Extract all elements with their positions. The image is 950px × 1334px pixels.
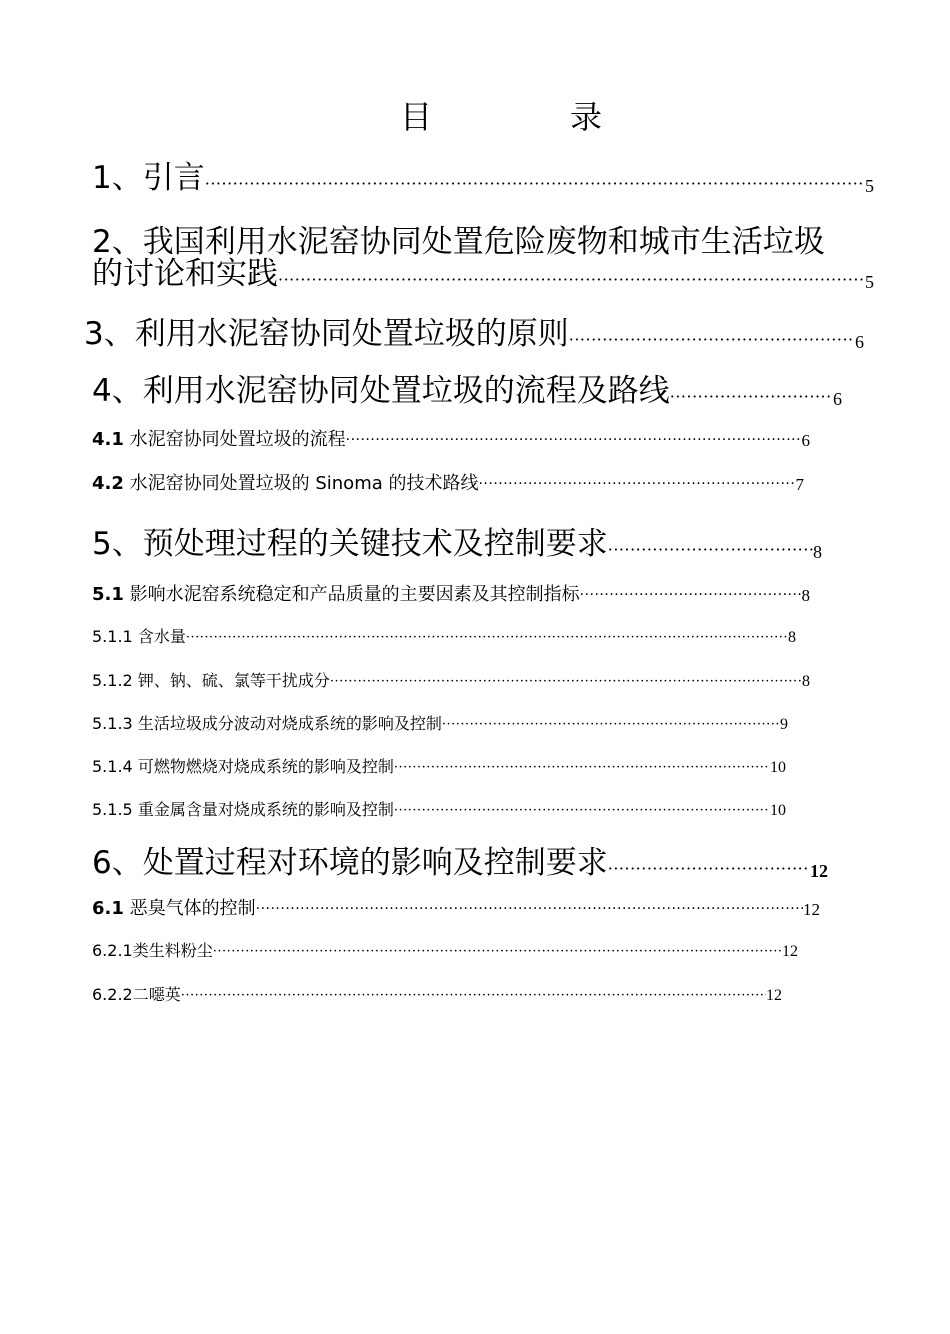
toc-entry-2-line2[interactable] [92,248,874,293]
toc-entry-text: 钾、钠、硫、氯等干扰成分 [137,671,330,690]
toc-entry-page: 5 [865,176,874,196]
leader-dots [442,718,780,731]
toc-entry-text: 二噁英 [132,985,181,1004]
leader-dots [608,542,813,558]
leader-dots [478,477,795,491]
leader-dots [205,176,865,192]
toc-entry-text-line1: 我国利用水泥窑协同处置危险废物和城市生活垃圾 [142,224,825,260]
leader-dots [186,631,788,644]
toc-entry-page: 5 [865,272,874,292]
toc-entry-4-1[interactable] [92,425,810,451]
toc-entry-page: 8 [788,629,796,646]
toc-entry-num: 5.1 [92,584,124,605]
toc-entry-text: 可燃物燃烧对烧成系统的影响及控制 [137,757,394,776]
toc-entry-text: 水泥窑协同处置垃圾的 Sinoma 的技术路线 [129,473,479,494]
toc-entry-num: 6.2.2 [92,985,133,1004]
toc-entry-num: 5.1.1 [92,627,133,646]
toc-entry-4[interactable] [92,365,842,410]
toc-entry-4-2[interactable] [92,469,804,495]
toc-entry-6-2-2[interactable] [92,982,782,1005]
toc-entry-text: 水泥窑协同处置垃圾的流程 [129,429,346,450]
toc-entry-num: 5.1.3 [92,714,133,733]
toc-entry-1[interactable] [92,152,874,197]
toc-entry-num: 6、 [92,845,143,881]
toc-entry-text: 影响水泥窑系统稳定和产品质量的主要因素及其控制指标 [129,584,580,605]
toc-entry-5-1-2[interactable] [92,668,810,691]
toc-entry-page: 12 [766,987,782,1004]
leader-dots [394,761,770,774]
toc-entry-page: 7 [795,475,804,494]
leader-dots [181,989,766,1002]
toc-entry-text: 引言 [142,160,205,196]
toc-entry-page: 12 [803,900,820,919]
toc-entry-num: 6.2.1 [92,941,133,960]
toc-entry-num: 3、 [84,316,135,352]
toc-entry-page: 8 [802,673,810,690]
toc-entry-6[interactable] [92,837,828,882]
toc-entry-page: 10 [770,759,786,776]
leader-dots [256,902,803,916]
leader-dots [394,804,770,817]
toc-entry-num: 2、 [92,224,143,260]
toc-entry-text: 重金属含量对烧成系统的影响及控制 [137,800,394,819]
toc-entry-3[interactable] [84,308,864,353]
toc-entry-page: 6 [855,332,864,352]
toc-entry-5-1-4[interactable] [92,754,786,777]
leader-dots [580,588,802,602]
toc-entry-text: 类生料粉尘 [132,941,213,960]
toc-entry-page: 6 [801,431,810,450]
toc-entry-5-1-3[interactable] [92,711,788,734]
leader-dots [346,433,802,447]
toc-entry-num: 4.1 [92,429,124,450]
leader-dots [670,389,833,405]
toc-entry-text: 处置过程对环境的影响及控制要求 [142,845,608,881]
toc-entry-6-1[interactable] [92,894,820,920]
toc-entry-page: 12 [810,861,828,881]
leader-dots [569,332,855,348]
toc-entry-num: 5.1.4 [92,757,133,776]
toc-entry-text-line2: 的讨论和实践 [92,256,278,292]
toc-entry-num: 4、 [92,373,143,409]
toc-entry-num: 6.1 [92,898,124,919]
toc-entry-num: 5.1.5 [92,800,133,819]
toc-entry-page: 6 [833,389,842,409]
toc-entry-5-1-5[interactable] [92,797,786,820]
toc-entry-page: 8 [801,586,810,605]
toc-entry-6-2-1[interactable] [92,938,798,961]
toc-entry-num: 1、 [92,160,143,196]
toc-title-char-1: 目 [400,98,433,136]
toc-entry-5[interactable] [92,518,822,563]
toc-entry-num: 5.1.2 [92,671,133,690]
toc-entry-5-1-1[interactable] [92,624,796,647]
toc-entry-page: 10 [770,802,786,819]
toc-entry-page: 12 [782,943,798,960]
toc-entry-5-1[interactable] [92,580,810,606]
toc-entry-text: 利用水泥窑协同处置垃圾的原则 [134,316,569,352]
toc-entry-text: 恶臭气体的控制 [129,898,256,919]
toc-entry-text: 利用水泥窑协同处置垃圾的流程及路线 [142,373,670,409]
leader-dots [278,272,865,288]
toc-entry-text: 含水量 [137,627,186,646]
toc-entry-text: 生活垃圾成分波动对烧成系统的影响及控制 [137,714,442,733]
leader-dots [608,861,810,877]
toc-entry-page: 9 [780,716,788,733]
leader-dots [213,945,782,958]
toc-entry-num: 4.2 [92,473,124,494]
toc-entry-num: 5、 [92,526,143,562]
toc-entry-text: 预处理过程的关键技术及控制要求 [142,526,608,562]
leader-dots [330,675,802,688]
toc-entry-page: 8 [813,542,822,562]
toc-title-char-2: 录 [570,98,603,136]
